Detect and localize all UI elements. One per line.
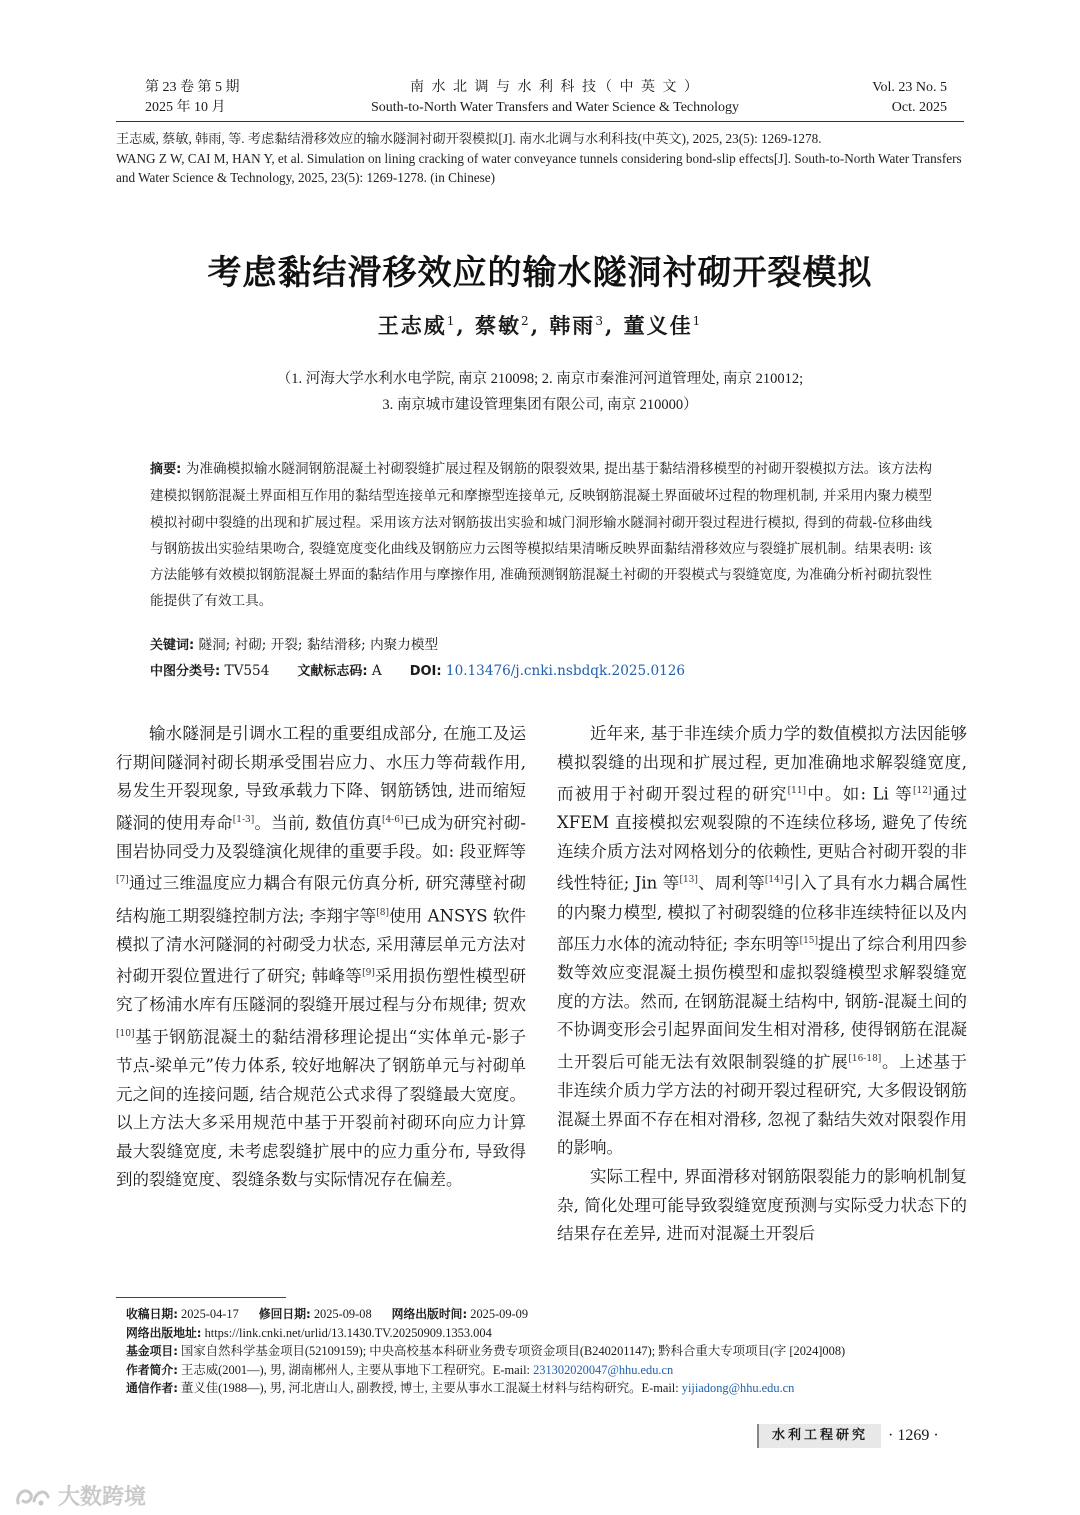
reference-mark[interactable]: [10]	[116, 1028, 135, 1039]
footnote-rule	[116, 1297, 286, 1298]
abstract	[150, 456, 932, 615]
reference-mark[interactable]: [4-6]	[381, 814, 404, 825]
doi-label: DOI:	[409, 664, 442, 679]
fund-label: 基金项目:	[126, 1344, 178, 1358]
watermark-text: 大数跨境	[58, 1485, 147, 1510]
keywords-text: 隧洞; 衬砌; 开裂; 黏结滑移; 内聚力模型	[194, 637, 439, 653]
header-volume-cn	[145, 78, 295, 118]
date-cn: 2025 年 10 月	[145, 100, 226, 115]
affiliation-line: 3. 南京城市建设管理集团有限公司, 南京 210000）	[382, 397, 698, 413]
body-paragraph	[557, 720, 967, 1163]
reference-mark[interactable]: [7]	[116, 875, 129, 886]
body-text: 。上述基于非连续介质力学方法的衬砌开裂过程研究, 大多假设钢筋混凝土界面不存在相对滑移, 忽视了黏结失效对限裂作用的影响。	[557, 1052, 968, 1158]
reference-mark[interactable]: [15]	[799, 936, 819, 947]
corresponding-label: 通信作者:	[126, 1381, 178, 1395]
received-label: 收稿日期:	[126, 1307, 178, 1321]
author-affil-mark: 3	[595, 314, 605, 328]
citation-en: WANG Z W, CAI M, HAN Y, et al. Simulation on lining cracking of water conveyance tunnels considering bond-slip effects[J]. South-to-North Water Transfers and Water Science & Technology, 2025, 23(5): 1269-1278. (in Chinese)	[116, 150, 962, 185]
header-volume-en	[787, 78, 947, 118]
body-text: 近年来, 基于非连续介质力学的数值模拟方法因能够模拟裂缝的出现和扩展过程, 更加准确地求解裂缝宽度, 而被用于衬砌开裂过程的研究	[557, 724, 967, 804]
body-text: 中。如: Li 等	[806, 784, 914, 804]
body-text: 提出了综合利用四参数等效应变混凝土损伤模型和虚拟裂缝模型求解裂缝宽度的方法。然而, 在钢筋混凝土结构中, 钢筋-混凝土间的不协调变形会引起界面间发生相对滑移, 使得钢筋在混凝土开裂后可能无法有效限制裂缝的扩展	[557, 934, 967, 1072]
body-paragraph	[116, 720, 526, 1195]
journal-name-en: South-to-North Water Transfers and Water Science & Technology	[370, 100, 740, 115]
reference-mark[interactable]: [8]	[376, 907, 389, 918]
body-text: 采用损伤塑性模型研究了杨浦水库有压隧洞的裂缝开展过程与分布规律; 贺欢	[116, 966, 526, 1015]
reference-mark[interactable]: [14]	[764, 875, 784, 886]
author-affil-mark: 1	[692, 314, 703, 328]
body-text: 使用 ANSYS 软件模拟了清水河隧洞的衬砌受力状态, 采用薄层单元方法对衬砌开裂位置进行了研究; 韩峰等	[116, 906, 527, 986]
footnotes	[126, 1305, 966, 1398]
volume-en: Vol. 23 No. 5	[872, 80, 947, 95]
online-date: 2025-09-09	[467, 1307, 529, 1321]
revised-label: 修回日期:	[258, 1307, 311, 1321]
body-column-left	[116, 720, 526, 1195]
paper-title: 考虑黏结滑移效应的输水隧洞衬砌开裂模拟	[207, 253, 873, 293]
corresponding-bio: 董义佳(1988—), 男, 河北唐山人, 副教授, 博士, 主要从事水工混凝土材料与结构研究。E-mail:	[177, 1381, 682, 1395]
affiliation-line: （1. 河海大学水利水电学院, 南京 210098; 2. 南京市秦淮河河道管理处, 南京 210012;	[276, 371, 804, 387]
online-url[interactable]: https://link.cnki.net/urlid/13.1430.TV.20250909.1353.004	[201, 1325, 492, 1340]
body-text: 通过三维温度应力耦合有限元仿真分析, 研究薄壁衬砌结构施工期裂缝控制方法; 李翔宇等	[116, 873, 526, 926]
author-name: 董义佳	[623, 313, 693, 338]
online-label: 网络出版时间:	[391, 1307, 468, 1321]
fund-text: 国家自然科学基金项目(52109159); 中央高校基本科研业务费专项资金项目(B240201147); 黔科合重大专项项目(字 [2024]008)	[177, 1344, 846, 1358]
author-bio-label: 作者简介:	[126, 1362, 178, 1377]
author-name: 蔡敏	[475, 313, 522, 338]
body-text: 基于钢筋混凝土的黏结滑移理论提出“实体单元-影子节点-梁单元”传力体系, 较好地解决了钢筋单元与衬砌单元之间的连接问题, 结合规范公式求得了裂缝最大宽度。以上方法大多采用规范中基于开裂前衬砌环向应力计算最大裂缝宽度, 未考虑裂缝扩展中的应力重分布, 导致得到的裂缝宽度、裂缝条数与实际情况存在偏差。	[116, 1027, 526, 1190]
reference-mark[interactable]: [12]	[913, 786, 932, 797]
reference-mark[interactable]: [9]	[362, 968, 375, 979]
volume-cn: 第 23 卷 第 5 期	[145, 80, 240, 95]
doc-code-label: 文献标志码:	[297, 664, 368, 679]
author-list: 王志威$^1$, 蔡敏$^2$, 韩雨$^3$, 董义佳$^1$	[377, 313, 703, 338]
citation-cn: 王志威, 蔡敏, 韩雨, 等. 考虑黏结滑移效应的输水隧洞衬砌开裂模拟[J]. 南水北调与水利科技(中英文), 2025, 23(5): 1269-1278.	[116, 131, 822, 146]
body-text: 输水隧洞是引调水工程的重要组成部分, 在施工及运行期间隧洞衬砌长期承受围岩应力、水压力等荷载作用, 易发生开裂现象, 导致承载力下降、钢筋锈蚀, 进而缩短隧洞的使用寿命	[116, 724, 526, 833]
keywords	[150, 634, 932, 657]
header-journal	[330, 78, 780, 118]
body-text: 已成为研究衬砌-围岩协同受力及裂缝演化规律的重要手段。如: 段亚辉等	[116, 813, 526, 861]
body-text: 引入了具有水力耦合属性的内聚力模型, 模拟了衬砌裂缝的位移非连续特征以及内部压力水体的流动特征; 李东明等	[557, 873, 968, 954]
watermark-logo-icon	[14, 1483, 52, 1509]
watermark	[14, 1480, 146, 1511]
abstract-text: 为准确模拟输水隧洞钢筋混凝土衬砌裂缝扩展过程及钢筋的限裂效果, 提出基于黏结滑移模型的衬砌开裂模拟方法。该方法构建模拟钢筋混凝土界面相互作用的黏结型连接单元和摩擦型连接单元, 反映钢筋混凝土界面破坏过程的物理机制, 并采用内聚力模型模拟衬砌中裂缝的出现和扩展过程。采用该方法对钢筋拔出实验和城门洞形输水隧洞衬砌开裂过程进行模拟, 得到的荷载-位移曲线与钢筋拔出实验结果吻合, 裂缝宽度变化曲线及钢筋应力云图等模拟结果清晰反映界面黏结滑移效应与裂缝扩展机制。结果表明: 该方法能够有效模拟钢筋混凝土界面的黏结作用与摩擦作用, 准确预测钢筋混凝土衬砌的开裂模式与裂缝宽度, 为准确分析衬砌抗裂性能提供了有效工具。	[150, 461, 932, 610]
doc-code-value: A	[367, 663, 382, 679]
footnote-fund	[126, 1342, 966, 1361]
body-text: 。当前, 数值仿真	[254, 813, 382, 833]
keywords-label: 关键词:	[150, 638, 195, 653]
body-text: 通过 XFEM 直接模拟宏观裂隙的不连续位移场, 避免了传统连续介质方法对网格划分的依赖性, 更贴合衬砌开裂的非线性特征; Jin 等	[557, 784, 967, 893]
journal-name-cn: 南 水 北 调 与 水 利 科 技（ 中 英 文 ）	[410, 80, 700, 95]
footnote-author	[126, 1361, 966, 1380]
page-number: · 1269 ·	[888, 1427, 939, 1444]
body-column-right	[557, 720, 967, 1249]
reference-mark[interactable]: [1-3]	[232, 814, 255, 825]
citation-block	[116, 129, 966, 188]
footnote-dates	[126, 1305, 966, 1324]
body-paragraph: 实际工程中, 界面滑移对钢筋限裂能力的影响机制复杂, 简化处理可能导致裂缝宽度预测与实际受力状态下的结果存在差异, 进而对混凝土开裂后	[557, 1166, 967, 1244]
classification-row	[150, 660, 932, 683]
received-date: 2025-04-17	[177, 1307, 239, 1321]
footnote-url	[126, 1324, 966, 1343]
abstract-label: 摘要:	[150, 462, 182, 477]
header-rule	[116, 121, 964, 122]
clc-label: 中图分类号:	[150, 664, 221, 679]
url-label: 网络出版地址:	[126, 1325, 202, 1340]
reference-mark[interactable]: [13]	[679, 875, 698, 886]
author-name: 王志威	[377, 313, 447, 338]
date-en: Oct. 2025	[891, 100, 947, 115]
reference-mark[interactable]: [11]	[787, 786, 807, 797]
affiliations	[0, 366, 1080, 418]
body-text: 、周利等	[697, 873, 765, 893]
footnote-corr	[126, 1379, 966, 1398]
author-name: 韩雨	[549, 313, 596, 338]
author-affil-mark: 2	[521, 314, 531, 328]
clc-value: TV554	[220, 663, 270, 679]
revised-date: 2025-09-08	[310, 1307, 372, 1321]
author-affil-mark: 1	[446, 314, 457, 328]
doi-link[interactable]: 10.13476/j.cnki.nsbdqk.2025.0126	[441, 663, 686, 679]
corresponding-email-link[interactable]: yijiadong@hhu.edu.cn	[681, 1381, 795, 1395]
reference-mark[interactable]: [16-18]	[848, 1054, 882, 1065]
section-tag: 水利工程研究	[757, 1424, 881, 1448]
author-bio: 王志威(2001—), 男, 湖南郴州人, 主要从事地下工程研究。E-mail:	[177, 1362, 534, 1377]
author-email-link[interactable]: 231302020047@hhu.edu.cn	[533, 1362, 674, 1377]
